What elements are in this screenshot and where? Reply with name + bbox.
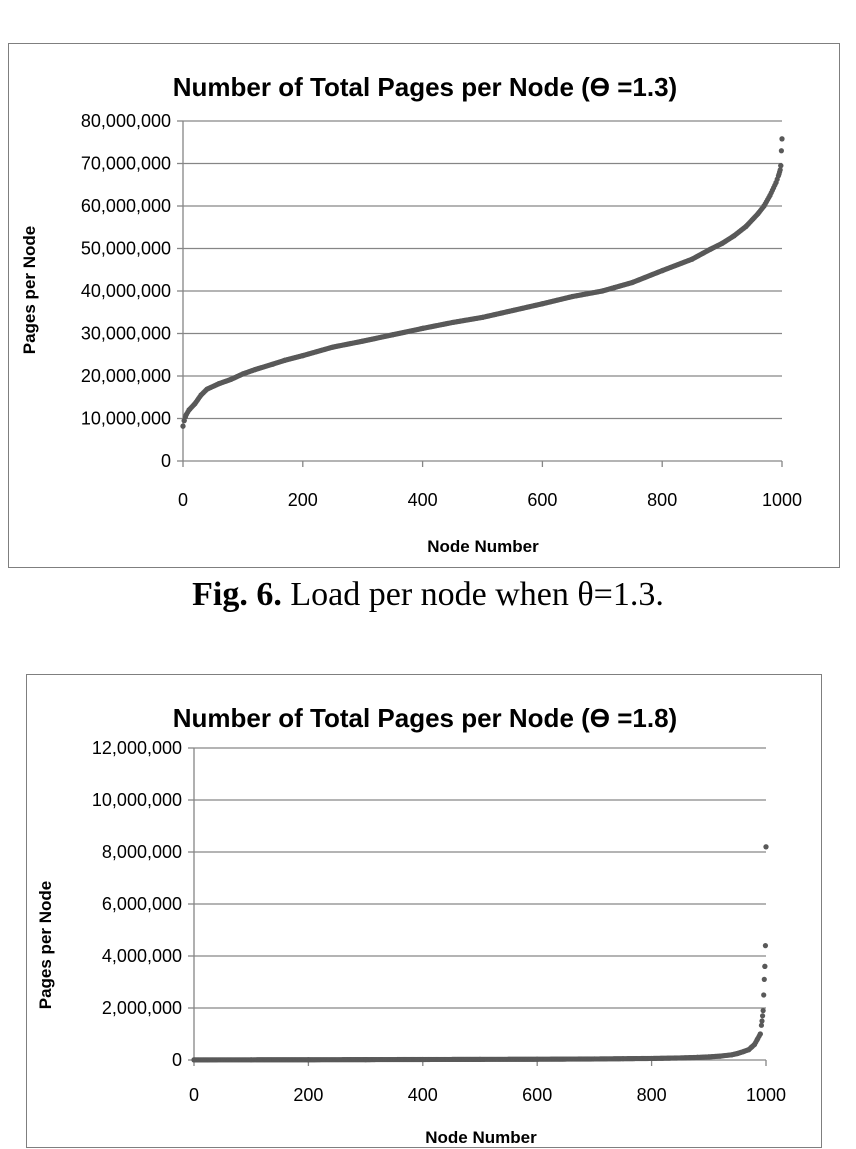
- chart-2-point: [729, 1052, 734, 1057]
- chart-2-title: Number of Total Pages per Node (ϴ =1.8): [172, 703, 678, 733]
- chart-1-point: [282, 358, 287, 363]
- chart-1-point: [761, 203, 766, 208]
- chart-1-point: [300, 353, 305, 358]
- chart-2-point: [718, 1054, 723, 1059]
- chart-1-point: [779, 136, 784, 141]
- chart-2: [27, 675, 823, 1149]
- chart-2-y-tick-label: 6,000,000: [101, 894, 182, 914]
- chart-1-point: [420, 326, 425, 331]
- chart-2-x-tick-label: 600: [522, 1085, 553, 1105]
- chart-2-point: [741, 1049, 746, 1054]
- chart-2-x-axis-title: Node Number: [425, 1128, 537, 1147]
- chart-2-point: [678, 1055, 683, 1060]
- chart-1-point: [630, 280, 635, 285]
- chart-1-point: [270, 362, 275, 367]
- chart-2-y-tick-label: 0: [171, 1050, 182, 1070]
- chart-2-point: [695, 1055, 700, 1060]
- chart-2-frame: [26, 674, 822, 1148]
- chart-2-point: [755, 1037, 760, 1042]
- chart-1-point: [240, 371, 245, 376]
- chart-1-frame: [8, 43, 840, 568]
- chart-2-x-tick-label: 200: [293, 1085, 324, 1105]
- chart-1-y-axis-title: Pages per Node: [20, 225, 39, 355]
- chart-1-point: [570, 294, 575, 299]
- chart-1-x-tick-label: 200: [287, 490, 318, 510]
- chart-1-point: [540, 301, 545, 306]
- chart-1-x-axis-title: Node Number: [427, 537, 539, 556]
- chart-1-y-tick-label: 10,000,000: [80, 408, 171, 429]
- chart-2-point: [649, 1056, 654, 1061]
- chart-1-y-tick-label: 60,000,000: [80, 196, 171, 216]
- chart-1-point: [182, 418, 187, 423]
- chart-1-point: [720, 241, 725, 246]
- chart-2-point: [535, 1057, 540, 1062]
- chart-2-point: [763, 943, 768, 948]
- chart-2-point: [306, 1057, 311, 1062]
- figure-caption: [0, 576, 856, 614]
- chart-1-x-tick-label: 0: [177, 490, 189, 510]
- chart-1-y-tick-label: 70,000,000: [80, 153, 171, 174]
- chart-1-point: [767, 193, 772, 198]
- chart-2-y-axis-title: Pages per Node: [36, 880, 55, 1010]
- chart-1-point: [480, 315, 485, 320]
- chart-1-point: [252, 367, 257, 372]
- chart-2-point: [706, 1054, 711, 1059]
- figure-caption-label: Fig. 6.: [192, 576, 282, 613]
- chart-1-point: [228, 377, 233, 382]
- chart-2-point: [420, 1057, 425, 1062]
- chart-2-point: [735, 1051, 740, 1056]
- chart-2-point: [762, 977, 767, 982]
- chart-1-y-tick-label: 20,000,000: [80, 366, 171, 386]
- chart-2-y-tick-label: 8,000,000: [101, 842, 182, 862]
- chart-1-point: [690, 257, 695, 262]
- chart-1-point: [660, 268, 665, 273]
- chart-2-x-tick-label: 1000: [745, 1085, 787, 1105]
- chart-1-point: [360, 339, 365, 344]
- chart-2-point: [762, 964, 767, 969]
- chart-1-point: [450, 320, 455, 325]
- chart-1-x-tick-label: 400: [407, 490, 438, 510]
- chart-1-point: [192, 401, 197, 406]
- chart-1-point: [180, 424, 185, 429]
- chart-2-point: [592, 1056, 597, 1061]
- chart-1-point: [779, 148, 784, 153]
- chart-1-point: [600, 288, 605, 293]
- chart-1-point: [708, 247, 713, 252]
- chart-2-y-tick-label: 4,000,000: [101, 946, 182, 966]
- chart-1-y-tick-label: 40,000,000: [80, 281, 171, 301]
- chart-2-point: [761, 992, 766, 997]
- chart-1-point: [186, 407, 191, 412]
- figure-caption-text: Load per node when θ=1.3.: [290, 576, 664, 613]
- chart-1-y-tick-label: 50,000,000: [80, 238, 171, 259]
- chart-2-point: [191, 1057, 196, 1062]
- chart-1-point: [743, 224, 748, 229]
- chart-2-point: [249, 1057, 254, 1062]
- chart-2-point: [761, 1008, 766, 1013]
- chart-2-point: [758, 1031, 763, 1036]
- chart-1-point: [390, 332, 395, 337]
- chart-1-y-tick-label: 0: [160, 451, 171, 471]
- chart-1-x-tick-label: 800: [647, 490, 678, 510]
- chart-1-point: [778, 163, 783, 168]
- chart-1-point: [216, 381, 221, 386]
- chart-2-point: [620, 1056, 625, 1061]
- chart-2-x-tick-label: 800: [636, 1085, 667, 1105]
- chart-1-y-tick-label: 80,000,000: [80, 111, 171, 131]
- chart-2-point: [477, 1057, 482, 1062]
- chart-1-point: [612, 285, 617, 290]
- chart-2-x-tick-label: 0: [188, 1085, 200, 1105]
- chart-2-point: [760, 1013, 765, 1018]
- chart-1-x-tick-label: 1000: [761, 490, 803, 510]
- chart-2-point: [752, 1042, 757, 1047]
- chart-2-point: [763, 844, 768, 849]
- chart-1-point: [773, 180, 778, 185]
- chart-1-point: [330, 345, 335, 350]
- chart-1-title: Number of Total Pages per Node (ϴ =1.3): [172, 72, 678, 102]
- chart-1-x-tick-label: 600: [527, 490, 558, 510]
- chart-2-point: [759, 1018, 764, 1023]
- chart-1-y-tick-label: 30,000,000: [80, 323, 171, 344]
- chart-1-point: [198, 393, 203, 398]
- chart-1-point: [204, 387, 209, 392]
- chart-1-point: [183, 413, 188, 418]
- chart-1-point: [731, 233, 736, 238]
- chart-2-x-tick-label: 400: [407, 1085, 438, 1105]
- chart-2-y-tick-label: 12,000,000: [91, 738, 182, 758]
- chart-2-y-tick-label: 10,000,000: [91, 790, 182, 810]
- chart-1-point: [510, 308, 515, 313]
- chart-1: [9, 44, 841, 569]
- chart-1-point: [755, 211, 760, 216]
- chart-2-point: [363, 1057, 368, 1062]
- chart-2-y-tick-label: 2,000,000: [101, 998, 182, 1018]
